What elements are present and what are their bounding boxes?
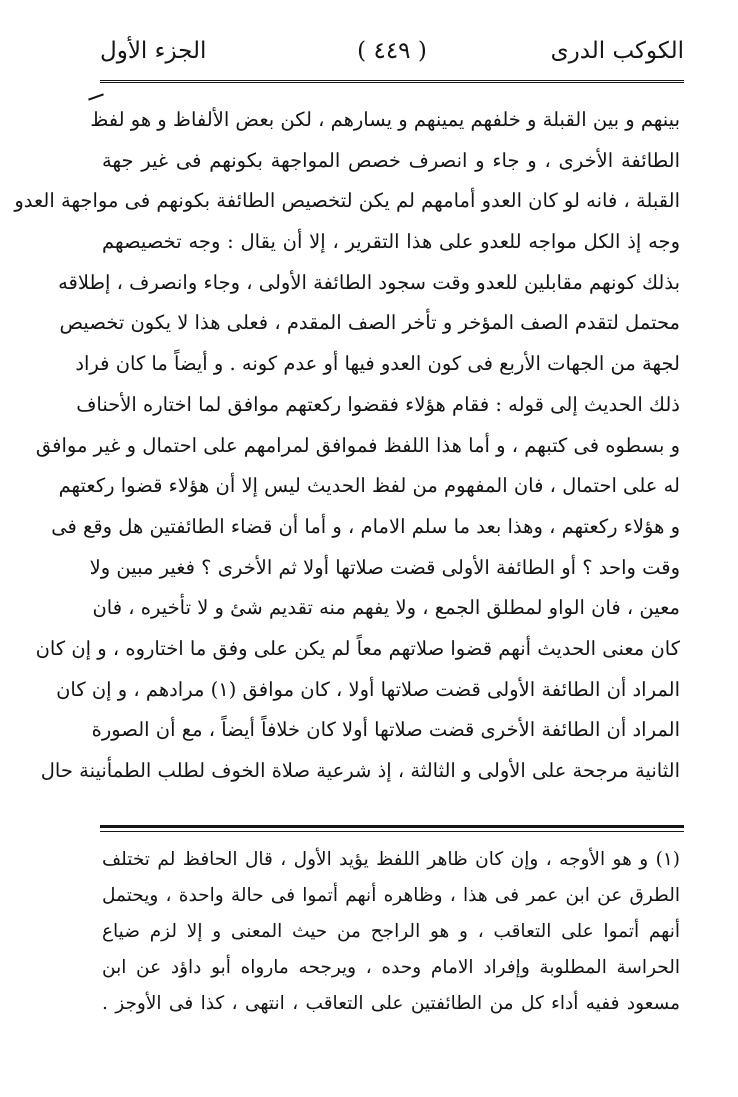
footnote-rule	[100, 825, 684, 828]
footnote-line: مسعود ففيه أداء كل من الطائفتين على التعاقب ، انتهى ، كذا فى الأوجز .	[102, 993, 680, 1014]
body-line: له على احتمال ، فان المفهوم من لفظ الحديث ليس إلا أن هؤلاء قضوا ركعتهم	[58, 474, 680, 498]
footnote-line: الحراسة المطلوبة وإفراد الامام وحده ، ويرجحه مارواه أبو داؤد عن ابن	[102, 957, 680, 978]
body-line: ذلك الحديث إلى قوله : فقام هؤلاء فقضوا ركعتهم موافق لما اختاره الأحناف	[76, 392, 680, 416]
footnotes	[102, 842, 680, 1022]
body-line: كان معنى الحديث أنهم قضوا صلاتهم معاً لم يكن على وفق ما اختاروه ، و إن كان	[35, 636, 680, 660]
footnote-line: أنهم أتموا على التعاقب ، و هو الراجح من حيث المعنى و إلا لزم ضياع	[102, 921, 680, 942]
body-line: لجهة من الجهات الأربع فى كون العدو فيها أو عدم كونه . و أيضاً ما كان فراد	[75, 352, 680, 376]
body-line: المراد أن الطائفة الأولى قضت صلاتها أولا ، كان موافق (١) مرادهم ، و إن كان	[56, 677, 680, 701]
body-line: بذلك كونهم مقابلين للعدو وقت سجود الطائفة الأولى ، وجاء وانصرف ، إطلاقه	[58, 270, 680, 294]
page-number: ( ٤٤٩ )	[357, 38, 427, 64]
body-line: الثانية مرجحة على الأولى و الثالثة ، إذ شرعية صلاة الخوف لطلب الطمأنينة حال	[40, 759, 680, 782]
body-line: محتمل لتقدم الصف المؤخر و تأخر الصف المقدم ، فعلى هذا لا يكون تخصيص	[59, 311, 680, 335]
body-line: و بسطوه فى كتبهم ، و أما هذا اللفظ فموافق لمرامهم على احتمال و غير موافق	[35, 433, 680, 457]
body-text	[14, 100, 680, 792]
header-rule	[100, 80, 684, 83]
footnote-rule-thin	[100, 831, 684, 832]
footnote-line: (١) و هو الأوجه ، وإن كان ظاهر اللفظ يؤيد الأول ، قال الحافظ لم تختلف	[102, 849, 680, 870]
page-header	[100, 38, 684, 72]
body-line: و هؤلاء ركعتهم ، وهذا بعد ما سلم الامام ، و أما أن قضاء الطائفتين هل وقع فى	[51, 514, 680, 538]
part-label: الجزء الأول	[100, 38, 207, 64]
body-line: وجه إذ الكل مواجه للعدو على هذا التقرير ، إلا أن يقال : وجه تخصيصهم	[102, 230, 680, 254]
body-line: معين ، فان الواو لمطلق الجمع ، ولا يفهم منه تقديم شئ و لا تأخيره ، فان	[92, 596, 680, 620]
body-line: الطائفة الأخرى ، و جاء و انصرف خصص المواجهة بكونهم فى غير جهة	[102, 148, 680, 172]
body-line: القبلة ، فانه لو كان العدو أمامهم لم يكن لتخصيص الطائفة بكونهم فى مواجهة العدو	[14, 189, 680, 213]
body-line: المراد أن الطائفة الأخرى قضت صلاتها أولا كان خلافاً أيضاً ، مع أن الصورة	[91, 718, 680, 742]
body-line: بينهم و بين القبلة و خلفهم يمينهم و يسارهم ، لكن بعض الألفاظ و هو لفظ	[90, 108, 680, 131]
body-line: وقت واحد ؟ أو الطائفة الأولى قضت صلاتها أولا ثم الأخرى ؟ فغير مبين ولا	[89, 555, 680, 579]
footnote-line: الطرق عن ابن عمر فى هذا ، وظاهره أنهم أتموا فى حالة واحدة ، ويحتمل	[102, 885, 680, 906]
running-title: الكوكب الدرى	[550, 38, 684, 64]
